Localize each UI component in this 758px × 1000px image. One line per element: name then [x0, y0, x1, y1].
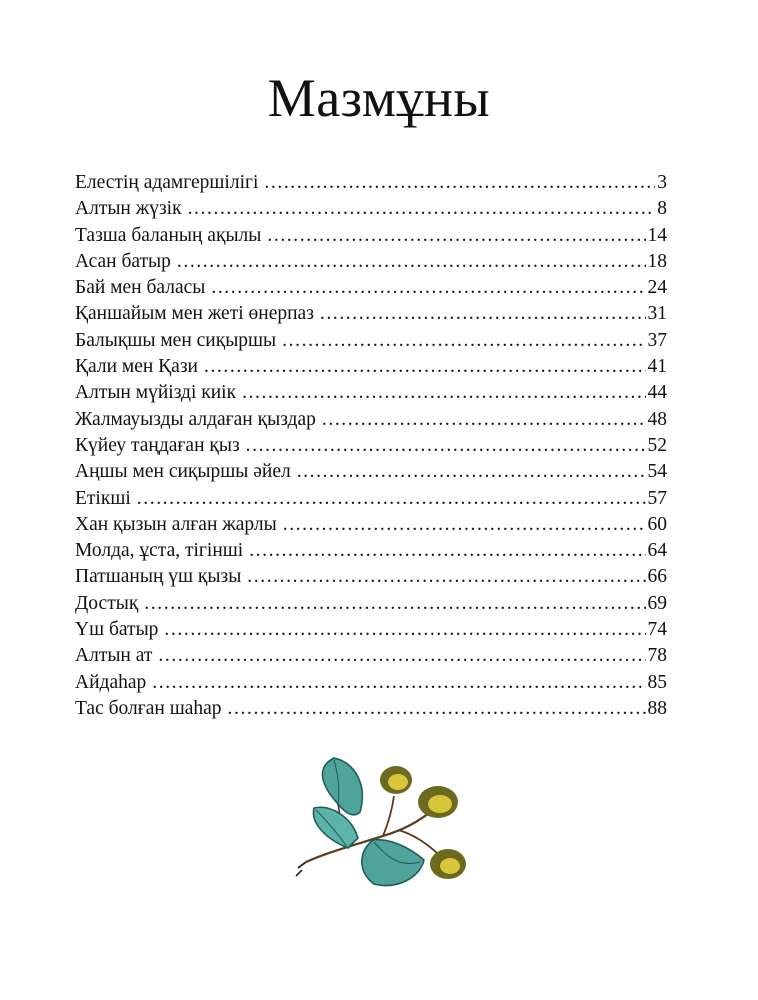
toc-dot-leader — [164, 617, 645, 643]
bud-right — [418, 786, 458, 818]
toc-entry-title: Алтын мүйізді киік — [75, 382, 237, 404]
toc-entry-title: Жалмауызды алдаған қыздар — [75, 408, 316, 430]
toc-entry-page-number: 85 — [647, 671, 667, 693]
bud-top — [380, 766, 412, 794]
toc-entry-page-number: 54 — [647, 461, 667, 483]
toc-entry-title: Хан қызын алған жарлы — [75, 513, 277, 535]
toc-entry-title: Достық — [75, 592, 139, 614]
toc-entry — [75, 643, 667, 669]
toc-entry-page-number: 14 — [647, 224, 667, 246]
toc-entry-page-number: 24 — [647, 277, 667, 299]
toc-entry — [75, 617, 667, 643]
toc-entry-page-number: 52 — [647, 434, 667, 456]
toc-entry — [75, 564, 667, 590]
toc-entry-title: Молда, ұста, тігінші — [75, 540, 244, 562]
leaf-left-upper — [322, 758, 362, 815]
toc-entry — [75, 433, 667, 459]
toc-dot-leader — [247, 564, 645, 590]
toc-dot-leader — [283, 512, 646, 538]
toc-entry-page-number: 66 — [647, 566, 667, 588]
toc-entry — [75, 170, 667, 196]
toc-entry-title: Қаншайым мен жеті өнерпаз — [75, 303, 314, 325]
toc-dot-leader — [246, 433, 646, 459]
bud-center — [440, 858, 460, 874]
toc-entry-title: Тазша баланың ақылы — [75, 224, 262, 246]
toc-dot-leader — [137, 486, 646, 512]
toc-entry — [75, 196, 667, 222]
toc-entry-title: Үш батыр — [75, 619, 159, 641]
toc-entry-title: Қали мен Қази — [75, 356, 198, 378]
toc-dot-leader — [267, 223, 645, 249]
toc-entry — [75, 670, 667, 696]
branch-twig-upper — [383, 796, 394, 836]
branch-tip — [298, 862, 306, 868]
toc-entry — [75, 486, 667, 512]
toc-entry — [75, 275, 667, 301]
toc-entry-title: Алтын жүзік — [75, 198, 182, 220]
toc-dot-leader — [188, 196, 656, 222]
toc-entry-title: Патшаның үш қызы — [75, 566, 242, 588]
toc-entry-page-number: 57 — [647, 487, 667, 509]
page-title: Мазмұны — [267, 68, 491, 128]
toc-entry-title: Етікші — [75, 487, 131, 509]
toc-dot-leader — [242, 380, 645, 406]
toc-dot-leader — [144, 591, 645, 617]
toc-entry-page-number: 48 — [647, 408, 667, 430]
toc-dot-leader — [204, 354, 646, 380]
toc-entry-title: Бай мен баласы — [75, 277, 206, 299]
toc-entry-title: Алтын ат — [75, 645, 153, 667]
toc-dot-leader — [211, 275, 645, 301]
toc-dot-leader — [297, 459, 646, 485]
toc-entry — [75, 512, 667, 538]
toc-entry-page-number: 88 — [647, 697, 667, 719]
toc-entry-page-number: 44 — [647, 382, 667, 404]
toc-entry-page-number: 8 — [657, 198, 667, 220]
toc-entry-title: Аңшы мен сиқыршы әйел — [75, 461, 291, 483]
toc-entry-page-number: 78 — [647, 645, 667, 667]
toc-entry-page-number: 64 — [647, 540, 667, 562]
toc-entry — [75, 538, 667, 564]
bud-bottom — [430, 849, 466, 879]
bud-center — [388, 774, 408, 790]
toc-dot-leader — [320, 301, 646, 327]
toc-entry — [75, 407, 667, 433]
toc-entry — [75, 301, 667, 327]
toc-entry — [75, 328, 667, 354]
toc-entry-title: Асан батыр — [75, 250, 171, 272]
toc-entry-page-number: 18 — [647, 250, 667, 272]
toc-dot-leader — [264, 170, 655, 196]
toc-entry-title: Балықшы мен сиқыршы — [75, 329, 277, 351]
toc-entry — [75, 354, 667, 380]
toc-entry-title: Елестің адамгершілігі — [75, 172, 259, 193]
toc-dot-leader — [158, 643, 645, 669]
toc-entry-title: Айдаһар — [75, 671, 147, 693]
toc-entry — [75, 223, 667, 249]
leaf-bottom — [362, 840, 424, 886]
branch-tip — [296, 870, 302, 876]
toc-entry — [75, 380, 667, 406]
toc-entry — [75, 591, 667, 617]
toc-entry-title: Күйеу таңдаған қыз — [75, 434, 240, 456]
bud-center — [428, 795, 452, 813]
toc-dot-leader — [228, 696, 646, 722]
toc-entry-page-number: 37 — [647, 329, 667, 351]
toc-entry — [75, 459, 667, 485]
toc-entry — [75, 696, 667, 722]
toc-dot-leader — [249, 538, 645, 564]
toc-entry — [75, 249, 667, 275]
toc-entry-page-number: 60 — [647, 513, 667, 535]
toc-entry-page-number: 41 — [647, 356, 667, 378]
toc-entry-title: Тас болған шаһар — [75, 697, 222, 719]
toc-entry-page-number: 3 — [657, 172, 667, 193]
toc-dot-leader — [177, 249, 646, 275]
table-of-contents — [75, 170, 667, 722]
toc-dot-leader — [282, 328, 645, 354]
toc-entry-page-number: 74 — [647, 619, 667, 641]
toc-dot-leader — [152, 670, 645, 696]
toc-dot-leader — [322, 407, 646, 433]
leaf-branch-icon — [288, 752, 478, 902]
toc-entry-page-number: 69 — [647, 592, 667, 614]
toc-entry-page-number: 31 — [647, 303, 667, 325]
